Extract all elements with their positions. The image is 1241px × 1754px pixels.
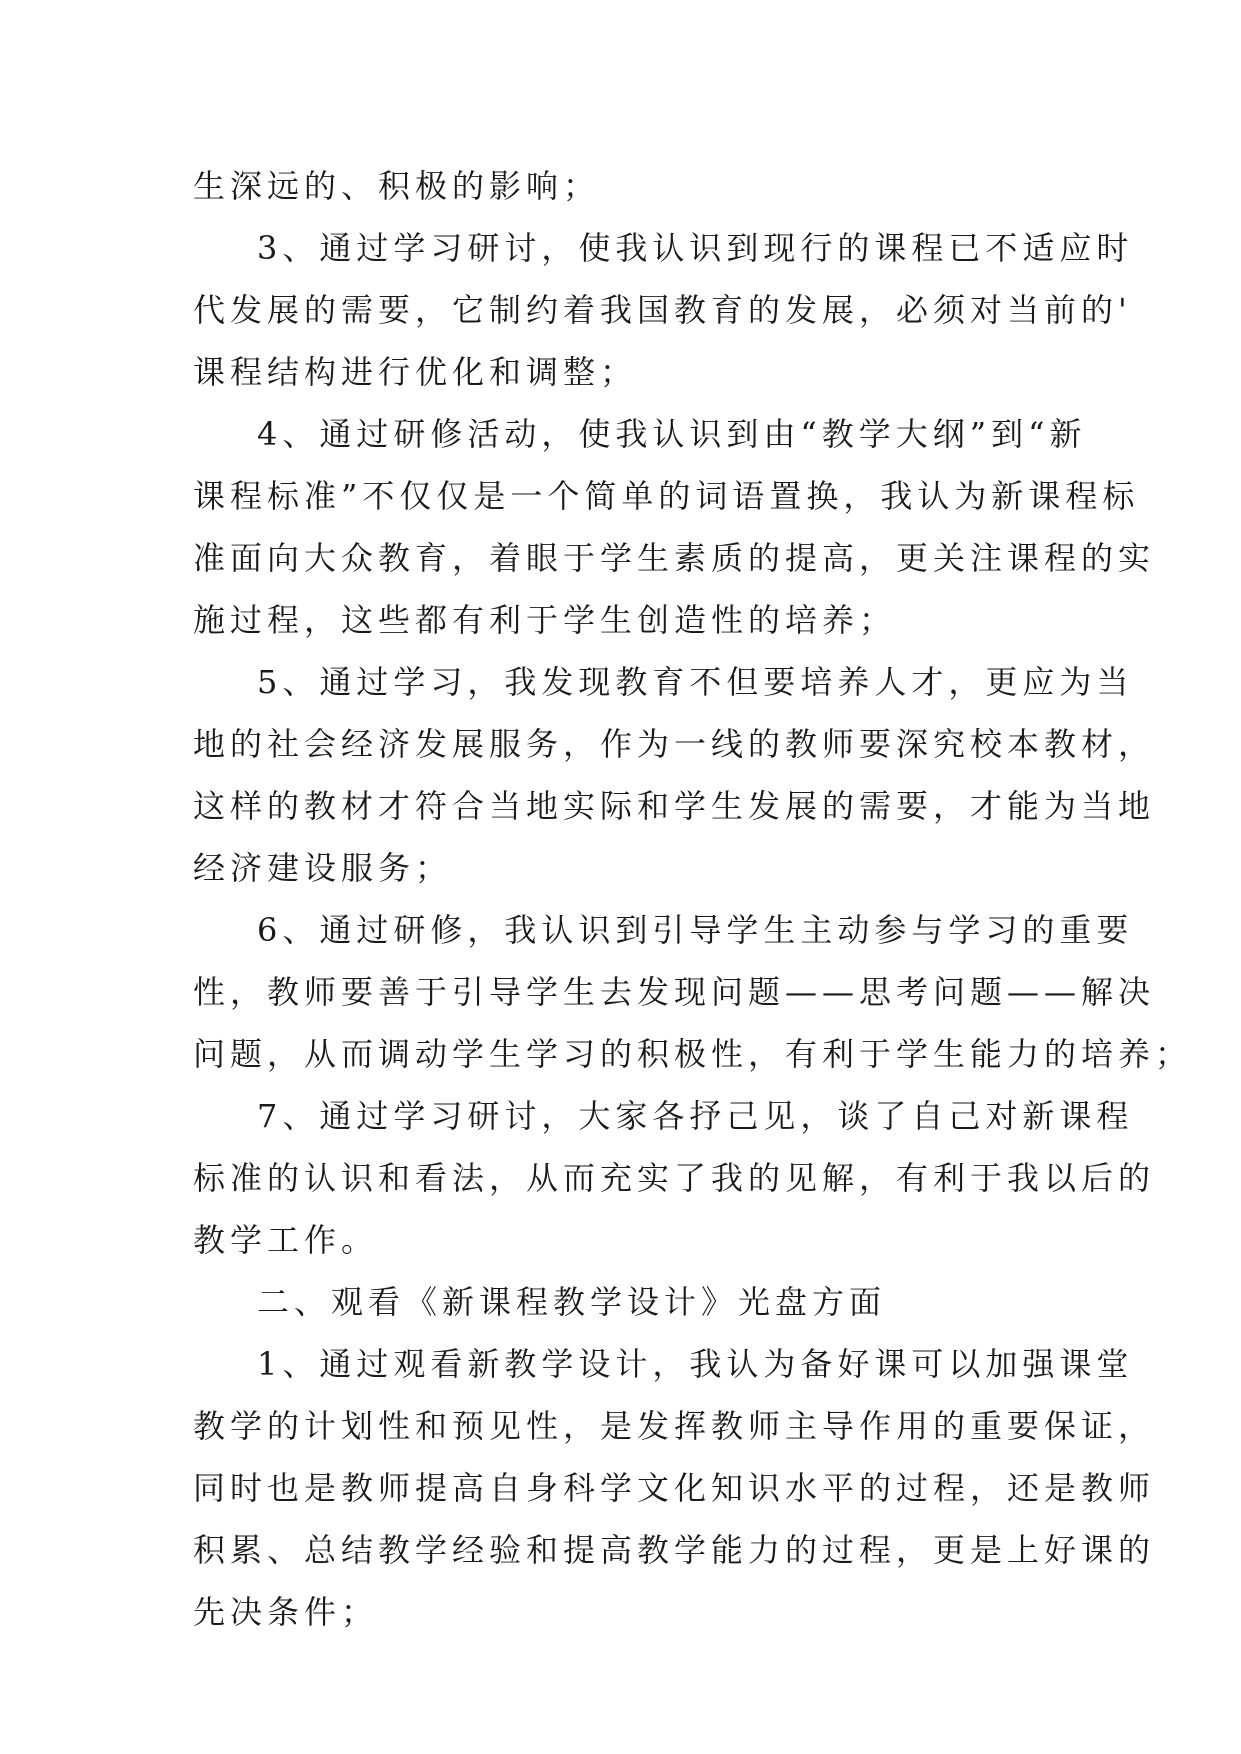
text-line: 准面向大众教育，着眼于学生素质的提高，更关注课程的实 [193, 539, 1156, 577]
text-line: 积累、总结教学经验和提高教学能力的过程，更是上好课的 [193, 1531, 1156, 1569]
text-line: 6、通过研修，我认识到引导学生主动参与学习的重要 [257, 911, 1134, 949]
text-line: 性，教师要善于引导学生去发现问题——思考问题——解决 [193, 973, 1156, 1011]
document-body [193, 155, 1193, 1643]
text-line: 生深远的、积极的影响； [193, 167, 601, 205]
text-line: 课程标准”不仅仅是一个简单的词语置换，我认为新课程标 [193, 477, 1140, 515]
text-line: 经济建设服务； [193, 849, 453, 887]
text-line: 地的社会经济发展服务，作为一线的教师要深究校本教材， [193, 725, 1156, 763]
text-line: 5、通过学习，我发现教育不但要培养人才，更应为当 [257, 663, 1134, 701]
text-line: 1、通过观看新教学设计，我认为备好课可以加强课堂 [257, 1345, 1134, 1383]
text-line: 问题，从而调动学生学习的积极性，有利于学生能力的培养； [193, 1035, 1193, 1073]
text-line: 标准的认识和看法，从而充实了我的见解，有利于我以后的 [193, 1159, 1156, 1197]
text-line: 施过程，这些都有利于学生创造性的培养； [193, 601, 897, 639]
text-line: 先决条件； [193, 1593, 379, 1631]
text-line: 教学工作。 [193, 1221, 379, 1259]
text-line: 教学的计划性和预见性，是发挥教师主导作用的重要保证， [193, 1407, 1156, 1445]
text-line: 同时也是教师提高自身科学文化知识水平的过程，还是教师 [193, 1469, 1156, 1507]
text-line: 4、通过研修活动，使我认识到由“教学大纲”到“新 [257, 415, 1087, 453]
text-line: 7、通过学习研讨，大家各抒己见，谈了自己对新课程 [257, 1097, 1134, 1135]
text-line: 代发展的需要，它制约着我国教育的发展，必须对当前的' [193, 291, 1132, 329]
text-line: 这样的教材才符合当地实际和学生发展的需要，才能为当地 [193, 787, 1156, 825]
text-line: 3、通过学习研讨，使我认识到现行的课程已不适应时 [257, 229, 1134, 267]
text-line: 二、观看《新课程教学设计》光盘方面 [257, 1283, 887, 1321]
text-line: 课程结构进行优化和调整； [193, 353, 638, 391]
